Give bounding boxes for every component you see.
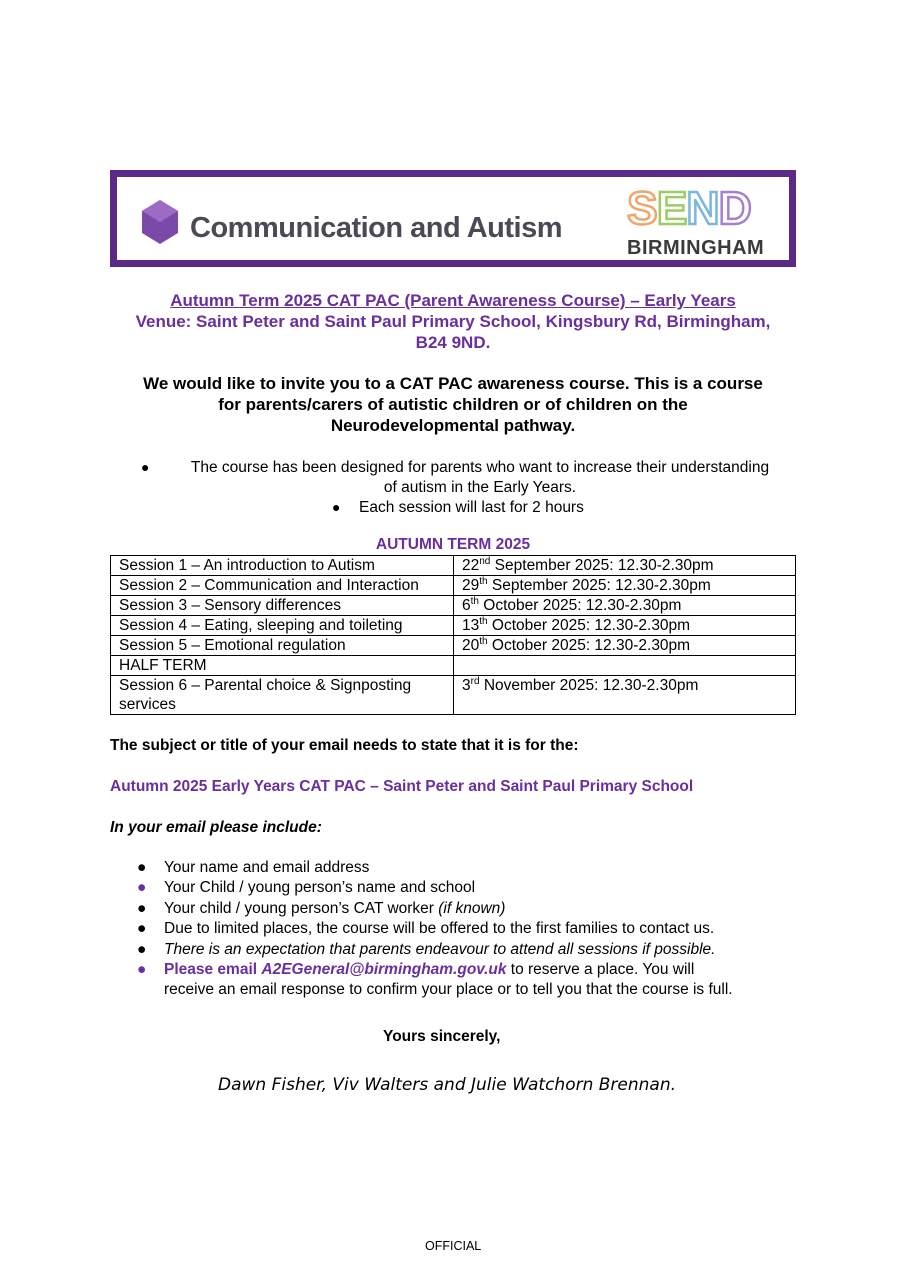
session-cell: HALF TERM xyxy=(111,656,454,676)
intro-bullet-1-line-1: The course has been designed for parents who want to increase their understanding xyxy=(190,459,770,476)
header-banner xyxy=(110,170,796,267)
date-cell xyxy=(454,636,796,656)
list-item xyxy=(137,960,804,980)
bullet-icon: ● xyxy=(137,879,147,897)
date-cell xyxy=(454,556,796,576)
date-cell xyxy=(454,596,796,616)
table-row xyxy=(111,596,796,616)
send-logo-letter: E xyxy=(656,182,687,234)
list-item xyxy=(137,919,804,939)
session-cell: Session 4 – Eating, sleeping and toileting xyxy=(111,616,454,636)
sign-off: Yours sincerely, xyxy=(383,1028,501,1045)
session-cell: Session 2 – Communication and Interaction xyxy=(111,576,454,596)
table-row xyxy=(111,636,796,656)
birmingham-logo-text: BIRMINGHAM xyxy=(627,237,765,259)
schedule-title: AUTUMN TERM 2025 xyxy=(375,536,531,553)
list-item-text: to reserve a place. You will xyxy=(506,961,695,979)
invite-line-1: We would like to invite you to a CAT PAC awareness course. This is a course xyxy=(143,374,763,393)
invite-line-2: for parents/carers of autistic children or of children on the xyxy=(218,395,688,414)
date-rest: November 2025: 12.30-2.30pm xyxy=(479,677,699,694)
send-logo-letter: S xyxy=(627,182,657,234)
include-heading: In your email please include: xyxy=(110,819,322,836)
send-logo-letter: N xyxy=(686,182,719,234)
list-item-text: Your name and email address xyxy=(164,859,370,876)
date-suffix: nd xyxy=(479,555,491,567)
venue-line-1: Venue: Saint Peter and Saint Paul Primary School, Kingsbury Rd, Birmingham, xyxy=(135,312,771,331)
date-rest: October 2025: 12.30-2.30pm xyxy=(487,637,691,654)
bullet-icon: ● xyxy=(137,920,147,938)
date-suffix: th xyxy=(470,595,479,607)
date-day: 3 xyxy=(462,677,471,694)
list-item xyxy=(137,878,804,898)
subject-line: Autumn 2025 Early Years CAT PAC – Saint Peter and Saint Paul Primary School xyxy=(110,778,694,795)
bullet-icon: ● xyxy=(137,899,147,917)
list-item-text: There is an expectation that parents endeavour to attend all sessions if possible. xyxy=(164,940,716,958)
date-day: 20 xyxy=(462,637,480,654)
date-day: 29 xyxy=(462,577,480,594)
list-item-text: Your child / young person’s CAT worker xyxy=(164,899,439,917)
session-cell: Session 1 – An introduction to Autism xyxy=(111,556,454,576)
date-suffix: th xyxy=(479,575,488,587)
date-suffix: th xyxy=(479,635,488,647)
hexagon-icon xyxy=(140,199,180,245)
table-row xyxy=(111,676,796,715)
list-item xyxy=(137,899,804,919)
list-item-text: Due to limited places, the course will be offered to the first families to contact us. xyxy=(164,920,715,938)
table-row xyxy=(111,556,796,576)
list-item-note: (if known) xyxy=(438,899,506,917)
intro-bullet-1 xyxy=(164,458,796,498)
banner-title: Communication and Autism xyxy=(190,212,562,244)
bullet-icon: ● xyxy=(137,859,147,876)
schedule-table xyxy=(110,555,796,715)
date-suffix: th xyxy=(479,615,488,627)
session-cell: Session 6 – Parental choice & Signposting services xyxy=(111,676,454,715)
course-heading xyxy=(110,290,796,353)
date-rest: October 2025: 12.30-2.30pm xyxy=(487,617,691,634)
send-logo-letter: D xyxy=(718,182,751,234)
date-rest: October 2025: 12.30-2.30pm xyxy=(478,597,682,614)
date-suffix: rd xyxy=(470,675,480,687)
classification-label: OFFICIAL xyxy=(425,1239,482,1253)
include-list xyxy=(137,858,804,1001)
date-cell xyxy=(454,676,796,715)
invitation-text xyxy=(110,373,796,436)
email-address-link[interactable]: A2EGeneral@birmingham.gov.uk xyxy=(261,961,507,979)
session-cell: Session 3 – Sensory differences xyxy=(111,596,454,616)
date-cell xyxy=(454,616,796,636)
date-rest: September 2025: 12.30-2.30pm xyxy=(487,577,711,594)
venue-line-2: B24 9ND. xyxy=(415,333,491,352)
intro-bullet-1-line-2: of autism in the Early Years. xyxy=(383,479,577,496)
date-day: 13 xyxy=(462,617,480,634)
bullet-icon: ● xyxy=(137,940,147,958)
list-item-text: Your Child / young person’s name and school xyxy=(164,879,476,897)
signatories: Dawn Fisher, Viv Walters and Julie Watchorn Brennan. xyxy=(218,1075,677,1095)
bullet-icon: ● xyxy=(141,459,150,475)
date-rest: September 2025: 12.30-2.30pm xyxy=(490,557,714,574)
table-row xyxy=(111,656,796,676)
date-cell xyxy=(454,576,796,596)
list-item-text: Please email xyxy=(164,961,262,979)
date-day: 22 xyxy=(462,557,480,574)
bullet-icon: ● xyxy=(137,961,147,979)
list-item xyxy=(137,858,804,878)
table-row xyxy=(111,576,796,596)
course-title: Autumn Term 2025 CAT PAC (Parent Awareness Course) – Early Years xyxy=(170,291,736,310)
list-item-continuation: receive an email response to confirm your place or to tell you that the course is full. xyxy=(164,981,733,999)
session-cell: Session 5 – Emotional regulation xyxy=(111,636,454,656)
date-day: 6 xyxy=(462,597,471,614)
date-cell xyxy=(454,656,796,676)
send-logo xyxy=(627,182,751,234)
table-row xyxy=(111,616,796,636)
list-item xyxy=(137,940,804,960)
subject-instruction: The subject or title of your email needs to state that it is for the: xyxy=(110,737,579,754)
bullet-icon: ● xyxy=(332,499,341,515)
intro-bullet-2: Each session will last for 2 hours xyxy=(359,499,584,516)
invite-line-3: Neurodevelopmental pathway. xyxy=(330,416,576,435)
